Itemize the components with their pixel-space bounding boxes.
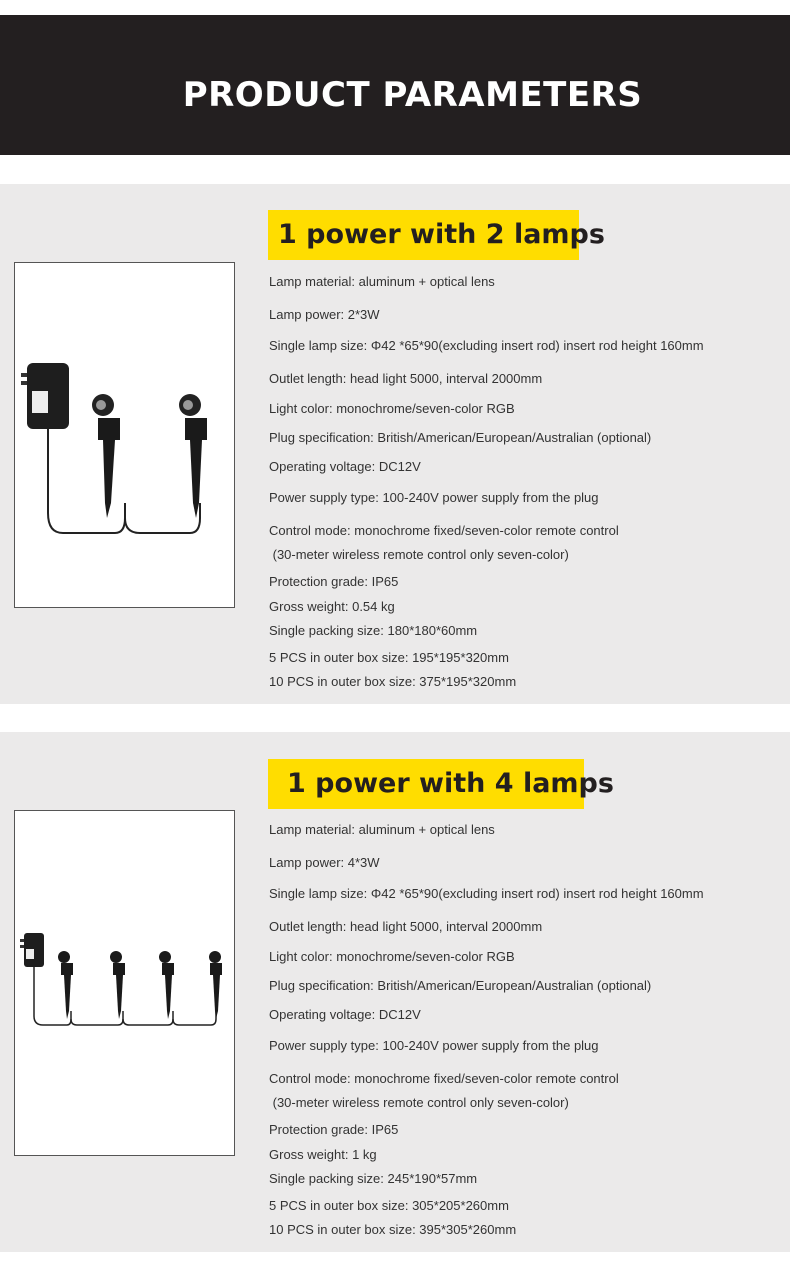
spec-line: Protection grade: IP65	[269, 1122, 399, 1137]
spec-line: 5 PCS in outer box size: 305*205*260mm	[269, 1198, 509, 1213]
spec-line: Single lamp size: Φ42 *65*90(excluding insert rod) insert rod height 160mm	[269, 886, 704, 901]
spec-line: (30-meter wireless remote control only seven-color)	[269, 1095, 569, 1110]
section-title: 1 power with 4 lamps	[268, 759, 584, 809]
spec-line: Lamp material: aluminum + optical lens	[269, 274, 495, 289]
spec-line: Light color: monochrome/seven-color RGB	[269, 949, 515, 964]
lamp-set-illustration	[15, 811, 236, 1157]
spec-line: Power supply type: 100-240V power supply from the plug	[269, 1038, 599, 1053]
spec-line: Operating voltage: DC12V	[269, 459, 421, 474]
spec-line: 10 PCS in outer box size: 375*195*320mm	[269, 674, 517, 689]
page-title: PRODUCT PARAMETERS	[182, 75, 643, 115]
spec-line: Light color: monochrome/seven-color RGB	[269, 401, 515, 416]
spec-line: Lamp power: 2*3W	[269, 307, 380, 322]
spec-line: Outlet length: head light 5000, interval 2000mm	[269, 371, 543, 386]
spec-line: Lamp material: aluminum + optical lens	[269, 822, 495, 837]
header-banner	[0, 15, 790, 155]
spec-line: Single lamp size: Φ42 *65*90(excluding insert rod) insert rod height 160mm	[269, 338, 704, 353]
spec-line: Plug specification: British/American/European/Australian (optional)	[269, 978, 652, 993]
spec-line: Operating voltage: DC12V	[269, 1007, 421, 1022]
spec-line: Gross weight: 0.54 kg	[269, 599, 395, 614]
spec-line: Single packing size: 245*190*57mm	[269, 1171, 478, 1186]
spec-line: Single packing size: 180*180*60mm	[269, 623, 478, 638]
product-section-4-lamps	[0, 732, 790, 1252]
product-section-2-lamps	[0, 184, 790, 704]
product-image	[14, 262, 235, 608]
spec-line: 10 PCS in outer box size: 395*305*260mm	[269, 1222, 517, 1237]
spec-line: Plug specification: British/American/European/Australian (optional)	[269, 430, 652, 445]
spec-line: Outlet length: head light 5000, interval 2000mm	[269, 919, 543, 934]
spec-line: Control mode: monochrome fixed/seven-color remote control	[269, 523, 619, 538]
lamp-set-illustration	[15, 263, 236, 609]
spec-line: (30-meter wireless remote control only seven-color)	[269, 547, 569, 562]
spec-line: Protection grade: IP65	[269, 574, 399, 589]
spec-line: Lamp power: 4*3W	[269, 855, 380, 870]
spec-line: Power supply type: 100-240V power supply from the plug	[269, 490, 599, 505]
section-title: 1 power with 2 lamps	[268, 210, 579, 260]
spec-line: Gross weight: 1 kg	[269, 1147, 377, 1162]
spec-line: 5 PCS in outer box size: 195*195*320mm	[269, 650, 509, 665]
spec-line: Control mode: monochrome fixed/seven-color remote control	[269, 1071, 619, 1086]
product-image	[14, 810, 235, 1156]
